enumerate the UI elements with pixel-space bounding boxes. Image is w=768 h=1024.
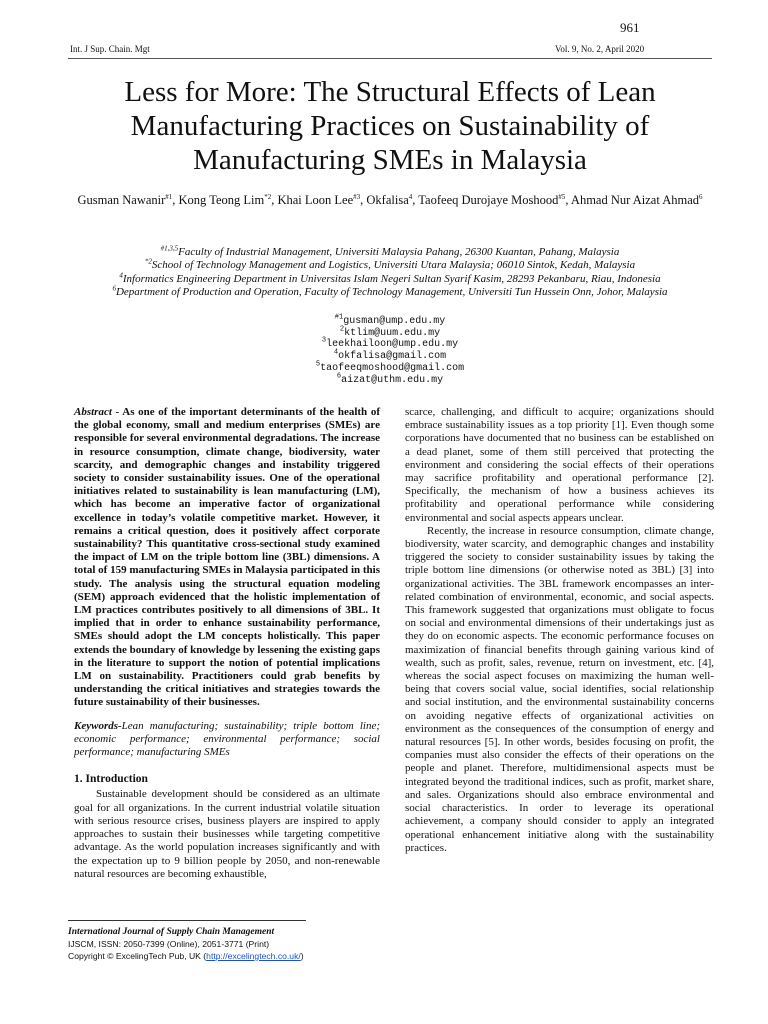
affiliation: $^4$Informatics Engineering Department in Universitas Islam Negeri Sultan Syarif Kasim, 28293 Pekanbaru, Riau, Indonesia [119, 271, 661, 285]
title-line: Manufacturing SMEs in Malaysia [193, 144, 587, 176]
keywords-label: Keywords- [74, 719, 122, 732]
footer-rule [68, 920, 306, 921]
affiliation-list [68, 246, 712, 300]
author-list [68, 190, 712, 211]
affiliation: $^6$Department of Production and Operation, Faculty of Technology Management, Universiti Tun Hussein Onn, Johor, Malaysia [112, 284, 668, 299]
email: $^5$taofeeqmoshood@gmail.com [315, 360, 465, 374]
abstract-label: Abstract [74, 406, 112, 418]
body-paragraph: Sustainable development should be considered as an ultimate goal for all organizations. In the current industrial volatile situation with serious resource crises, business players are inspired to apply approaches to sustain their businesses while targeting competitive advantage. As the world population increases significantly and with the expectation up to 9 billion people by 2050, and non-renewable natural resources are becoming exhaustible, [74, 788, 380, 880]
header-rule [68, 58, 712, 59]
email: $^{\#1}$gusman@ump.edu.my [334, 313, 446, 327]
keywords-text: Lean manufacturing; sustainability; triple bottom line; economic performance; environmental performance; social performance; manufacturing SMEs [74, 719, 380, 759]
abstract [74, 406, 380, 710]
body-paragraph: Recently, the increase in resource consumption, climate change, biodiversity, water scarcity, and demographic changes and instability triggered the society to consider sustainability issues by taking the triple bottom line dimensions (or otherwise noted as 3BL) [3] into organizational activities. The 3BL framework encompasses an inter-related combination of environmental, economic, and social aspects. This framework suggested that organizations must obligate to focus on social and environmental dimensions of their undertakings just as they do on economic aspects. The economic performance focuses on maximization of financial benefits through gaining various kind of wealth, such as profit, sales, revenue, return on investment, etc. [4], whereas the social aspect focuses on maximizing the human well-being that covers social value, social identifies, social relationship and social institution, and the environmental sustainability concerns on avoiding negative effects of organizational activities on environment as the consequences of the consumption of energy and natural resources [5]. In other words, besides focusing on profit, the companies must also consider the effects of their operations on the people and planet. Therefore, multidimensional aspects must be integrated beyond the traditional indices, such as profit, market share, and sales. Organizations should also embrace environmental and social characteristics. In order to leverage its operational achievement, a company should consider to apply an integrated operational enhancement initiative along with the sustainability practices. [405, 524, 714, 854]
email-list [68, 313, 712, 386]
author: Taofeeq Durojaye Moshood$^{\#5}$, [418, 192, 571, 207]
title-line: Less for More: The Structural Effects of Lean [124, 76, 656, 108]
footer [68, 926, 388, 962]
author: Kong Teong Lim$^{*2}$, [178, 192, 278, 207]
abstract-text: - As one of the important determinants of the health of the global economy, small and medium enterprises (SMEs) are responsible for several environmental degradations. The increase in resource consumption, climate change, biodiversity, water scarcity, and demographic changes and instability triggered society to consider sustainability issues. One of the operational initiatives related to sustainability is lean manufacturing (LM), which has become an imperative factor of organizational excellence in today’s volatile competitive market. However, it remains a critical question, does it positively affect corporate sustainability? This quantitative cross-sectional study examined the impact of LM on the triple bottom line (3BL) dimensions. A total of 159 manufacturing SMEs in Malaysia participated in this study. The analysis using the structural equation modeling (SEM) approach evidenced that the holistic implementation of LM practices contributes positively to all dimensions of 3BL. It implied that in order to enhance sustainability performance, SMEs should adopt the LM concepts holistically. This paper extends the boundary of knowledge by lessening the existing gaps in the literature to support the notion of potential implications LM on sustainability. Practitioners could grab benefits by understanding the critical initiatives and strategies towards the future sustainability of their businesses. [74, 406, 380, 709]
keywords [74, 720, 380, 760]
footer-issn: IJSCM, ISSN: 2050-7399 (Online), 2051-3771 (Print) [68, 939, 270, 949]
affiliation: $^{\#1,3,5}$Faculty of Industrial Management, Universiti Malaysia Pahang, 26300 Kuantan, Pahang, Malaysia [160, 244, 620, 258]
publisher-link[interactable]: http://excelingtech.co.uk/ [206, 951, 301, 961]
author: Gusman Nawanir$^{\#1}$, [77, 192, 179, 207]
author: Okfalisa$^4$, [366, 192, 419, 207]
running-header-journal: Int. J Sup. Chain. Mgt [70, 44, 150, 54]
footer-copyright: Copyright © ExcelingTech Pub, UK (http://excelingtech.co.uk/) [68, 951, 304, 961]
left-column [74, 406, 380, 881]
title-line: Manufacturing Practices on Sustainability of [130, 110, 650, 142]
footer-journal: International Journal of Supply Chain Management [68, 927, 275, 937]
right-column [405, 406, 714, 855]
affiliation: $^{*2}$School of Technology Management and Logistics, Universiti Utara Malaysia; 06010 Sintok, Kedah, Malaysia [144, 257, 636, 272]
author: Khai Loon Lee$^{\#3}$, [277, 192, 367, 207]
paper-title [68, 75, 712, 177]
running-header-volume: Vol. 9, No. 2, April 2020 [555, 44, 645, 54]
email: $^6$aizat@uthm.edu.my [336, 372, 444, 386]
section-heading: 1. Introduction [74, 773, 148, 786]
body-paragraph: scarce, challenging, and difficult to acquire; organizations should embrace sustainability issues as a top priority [1]. Even though some corporations have documented that no business can be established on a dead planet, some of them still perceived that protecting the environment and considering the social effects of their operations may sacrifice profitability and operational performance [2]. Specifically, the mechanism of how a business achieves its profitability and operational performance while considering environmental and social aspects appears unclear. [405, 406, 714, 524]
email: $^3$leekhailoon@ump.edu.my [321, 337, 459, 351]
author: Ahmad Nur Aizat Ahmad$^6$ [570, 192, 703, 207]
email: $^2$ktlim@uum.edu.my [339, 325, 441, 339]
email: $^4$okfalisa@gmail.com [333, 348, 447, 363]
page-number: 961 [620, 20, 640, 35]
